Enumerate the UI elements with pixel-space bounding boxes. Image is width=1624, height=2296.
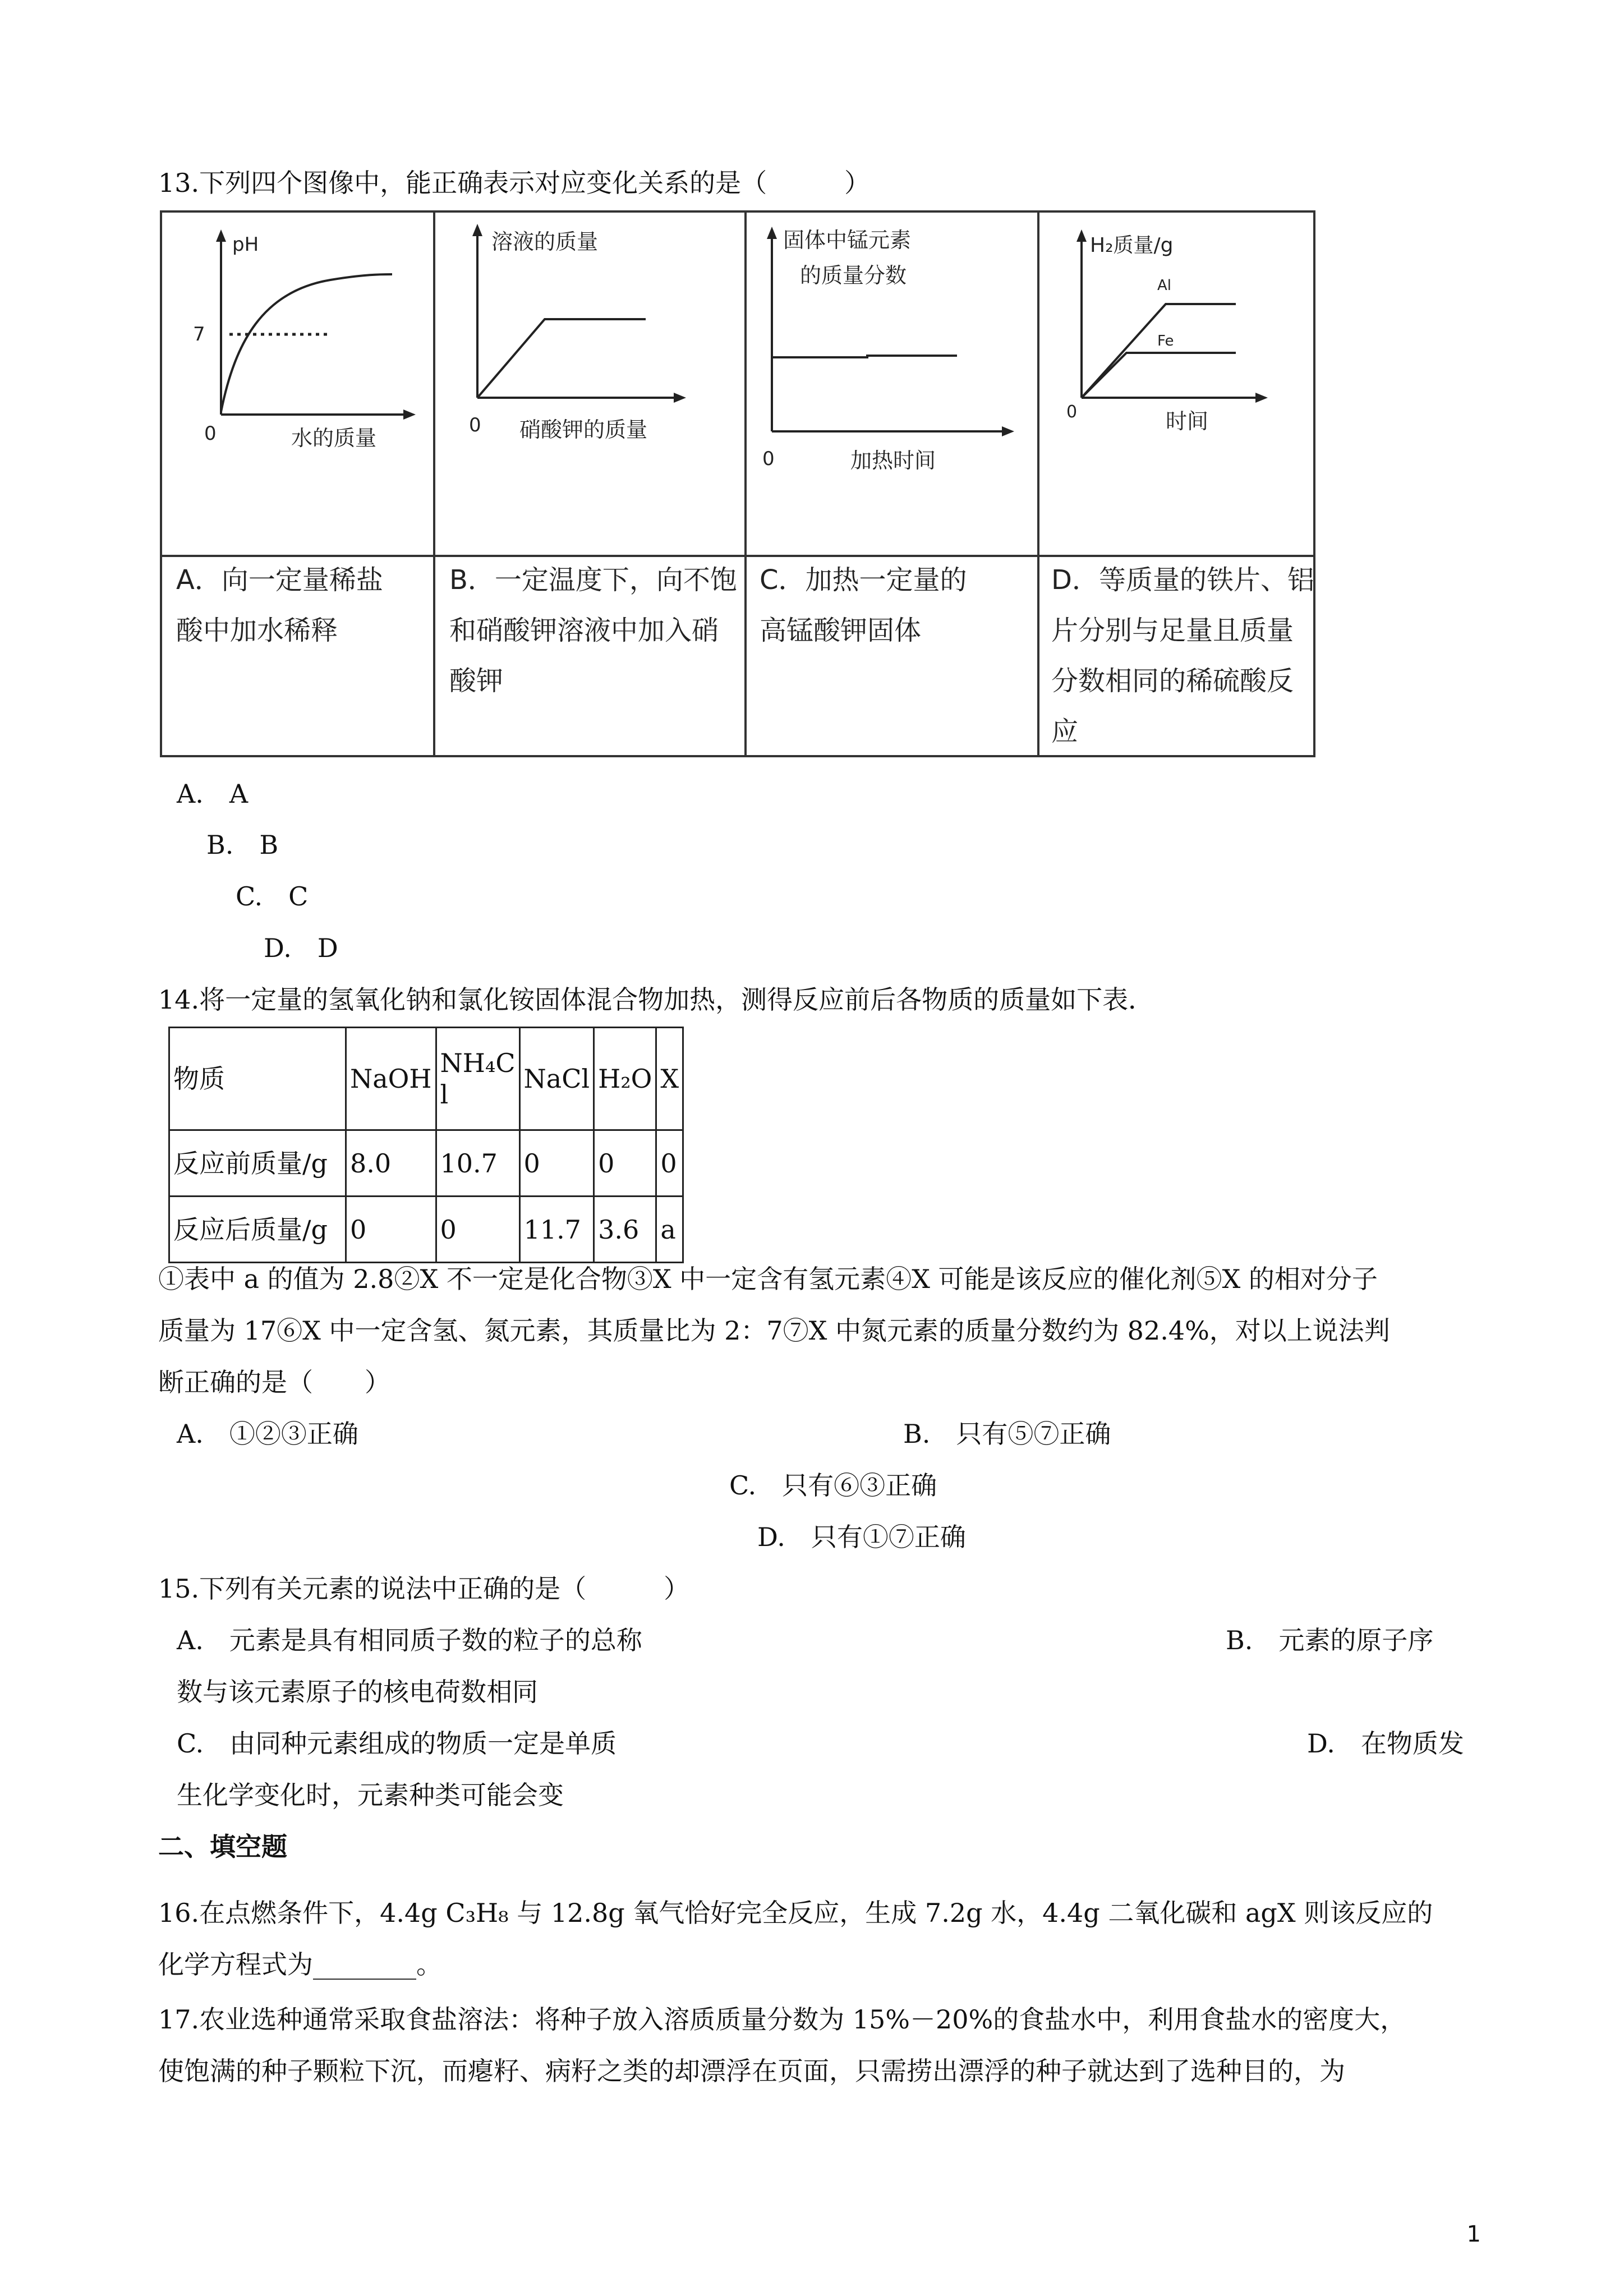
graph-a-ylabel: pH [232, 233, 259, 256]
q17-line-1: 17.农业选种通常采取食盐溶法：将种子放入溶质质量分数为 15%－20%的食盐水中，利用食盐水的密度大， [158, 2004, 1406, 2035]
q15-option-b[interactable]: B. 元素的原子序 [1226, 1625, 1434, 1655]
table-cell: 3.6 [594, 1197, 656, 1263]
graph-a-xlabel: 水的质量 [291, 426, 377, 450]
graph-d-origin: 0 [1066, 402, 1078, 422]
table-cell: X [656, 1028, 683, 1130]
table-cell: 反应后质量/g [169, 1197, 346, 1263]
table-cell: 物质 [169, 1028, 346, 1130]
caption-b: B．一定温度下，向不饱 和硝酸钾溶液中加入硝 酸钾 [449, 564, 737, 697]
table-header-row [169, 1028, 683, 1130]
graph-c-xlabel: 加热时间 [850, 448, 936, 473]
graph-b-origin: 0 [469, 414, 481, 436]
graph-d-xlabel: 时间 [1166, 409, 1209, 434]
graph-b-xlabel: 硝酸钾的质量 [519, 417, 648, 442]
q14-data-table [168, 1027, 684, 1263]
graph-a-origin: 0 [204, 422, 217, 445]
q13-option-d[interactable]: D. D [264, 933, 338, 963]
graph-c-ylabel-1: 固体中锰元素 [783, 228, 912, 252]
q13-option-a[interactable]: A. A [177, 779, 249, 809]
graph-a-mark: 7 [193, 323, 205, 346]
graph-d [1039, 213, 1315, 555]
q14-option-a[interactable]: A. ①②③正确 [177, 1419, 358, 1449]
table-cell: 反应前质量/g [169, 1130, 346, 1197]
q15-option-b-cont: 数与该元素原子的核电荷数相同 [177, 1677, 538, 1707]
q15-stem: 15.下列有关元素的说法中正确的是（ ） [158, 1573, 690, 1604]
q14-option-c[interactable]: C. 只有⑥③正确 [729, 1470, 937, 1501]
graph-b-ylabel: 溶液的质量 [491, 229, 599, 254]
table-row [169, 1130, 683, 1197]
q13-figure-table [160, 210, 1315, 757]
caption-d: D．等质量的铁片、铝 片分别与足量且质量 分数相同的稀硫酸反 应 [1051, 564, 1314, 747]
q15-option-d[interactable]: D. 在物质发 [1307, 1728, 1464, 1759]
graph-d-label-al: Al [1157, 277, 1172, 294]
q14-option-d[interactable]: D. 只有①⑦正确 [757, 1522, 966, 1552]
graph-c-origin: 0 [762, 448, 775, 470]
table-cell: 11.7 [519, 1197, 594, 1263]
graph-c [747, 213, 1037, 555]
q15-option-d-cont: 生化学变化时，元素种类可能会变 [177, 1780, 564, 1810]
table-cell: 0 [594, 1130, 656, 1197]
caption-c: C．加热一定量的 高锰酸钾固体 [760, 564, 967, 646]
table-cell: H₂O [594, 1028, 656, 1130]
page-number: 1 [1466, 2221, 1481, 2247]
table-cell: NaCl [519, 1028, 594, 1130]
q15-option-c[interactable]: C. 由同种元素组成的物质一定是单质 [177, 1728, 617, 1759]
q14-text-1: ①表中 a 的值为 2.8②X 不一定是化合物③X 中一定含有氢元素④X 可能是该反应的催化剂⑤X 的相对分子 [158, 1264, 1378, 1294]
table-cell: 0 [656, 1130, 683, 1197]
graph-c-ylabel-2: 的质量分数 [800, 263, 907, 288]
q13-option-b[interactable]: B. B [206, 830, 279, 860]
table-cell: 0 [346, 1197, 436, 1263]
table-cell: 8.0 [346, 1130, 436, 1197]
table-cell: 0 [436, 1197, 519, 1263]
graph-b [435, 213, 744, 555]
table-cell: 0 [519, 1130, 594, 1197]
q16-line-2: 化学方程式为________。 [158, 1949, 442, 1980]
q15-option-a[interactable]: A. 元素是具有相同质子数的粒子的总称 [177, 1625, 642, 1655]
table-cell: 10.7 [436, 1130, 519, 1197]
q14-text-2: 质量为 17⑥X 中一定含氢、氮元素，其质量比为 2：7⑦X 中氮元素的质量分数约为 82.4%，对以上说法判 [158, 1315, 1390, 1346]
section-heading: 二、填空题 [158, 1832, 287, 1862]
q16-line-1: 16.在点燃条件下，4.4g C₃H₈ 与 12.8g 氧气恰好完全反应，生成 7.2g 水，4.4g 二氧化碳和 agX 则该反应的 [158, 1898, 1433, 1928]
q17-line-2: 使饱满的种子颗粒下沉，而瘪籽、病籽之类的却漂浮在页面，只需捞出漂浮的种子就达到了选种目的，为 [158, 2056, 1345, 2086]
q14-stem: 14.将一定量的氢氧化钠和氯化铵固体混合物加热，测得反应前后各物质的质量如下表． [158, 984, 1154, 1015]
q14-option-b[interactable]: B. 只有⑤⑦正确 [903, 1419, 1111, 1449]
q14-text-3: 断正确的是（ ） [158, 1367, 390, 1397]
graph-a [162, 213, 433, 555]
graph-d-ylabel: H₂质量/g [1090, 234, 1174, 257]
table-row [169, 1197, 683, 1263]
q13-stem: 13.下列四个图像中，能正确表示对应变化关系的是（ ） [158, 168, 871, 198]
caption-a: A．向一定量稀盐 酸中加水稀释 [176, 564, 383, 646]
table-cell: NaOH [346, 1028, 436, 1130]
q13-option-c[interactable]: C. C [236, 881, 309, 912]
table-cell: a [656, 1197, 683, 1263]
graph-d-label-fe: Fe [1157, 333, 1174, 349]
table-cell: NH₄C l [436, 1028, 519, 1130]
